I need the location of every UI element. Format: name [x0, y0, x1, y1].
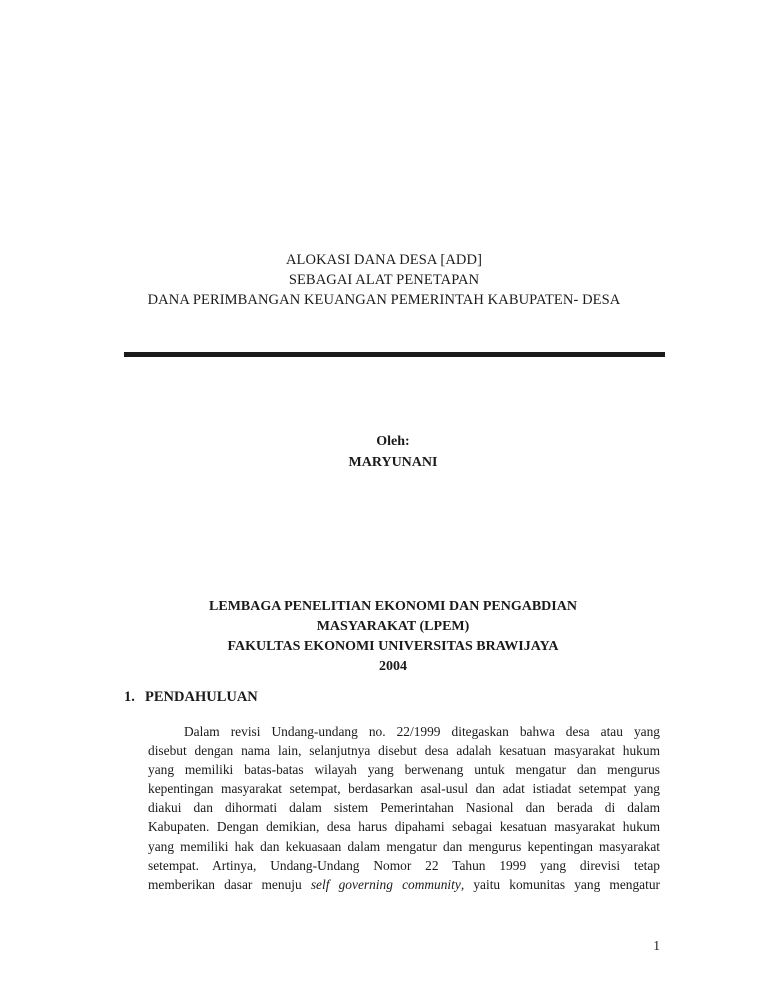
paragraph-line: yang memiliki batas-batas wilayah yang berwenang untuk mengatur dan mengurus — [148, 762, 660, 778]
title-line-2: SEBAGAI ALAT PENETAPAN — [288, 272, 480, 288]
last-line-end: , yaitu komunitas yang mengatur — [460, 876, 661, 892]
last-line-start: memberikan dasar menuju — [148, 876, 311, 892]
page-number: 1 — [653, 938, 660, 953]
paragraph-line: setempat. Artinya, Undang-Undang Nomor 22 Tahun 1999 yang direvisi tetap — [148, 857, 660, 873]
institution-line-2: MASYARAKAT (LPEM) — [316, 619, 470, 634]
institution-block — [0, 597, 768, 677]
by-label: Oleh: — [376, 434, 410, 449]
institution-line-1: LEMBAGA PENELITIAN EKONOMI DAN PENGABDIAN — [209, 599, 577, 614]
title-line-3: DANA PERIMBANGAN KEUANGAN PEMERINTAH KABUPATEN- DESA — [147, 292, 621, 308]
body-paragraph — [148, 722, 660, 894]
document-title — [0, 250, 768, 310]
publication-year: 2004 — [379, 659, 407, 674]
section-heading — [124, 687, 258, 707]
paragraph-line: Kabupaten. Dengan demikian, desa harus dipahami sebagai kesatuan masyarakat hukum — [148, 819, 660, 835]
author-block — [0, 431, 768, 473]
title-divider — [124, 352, 665, 357]
paragraph-line: diakui dan dihormati dalam sistem Pemerintahan Nasional dan berada di dalam — [148, 800, 660, 816]
section-title: PENDAHULUAN — [145, 689, 258, 705]
paragraph-line: yang memiliki hak dan kekuasaan dalam mengatur dan mengurus kepentingan masyarakat — [148, 838, 660, 854]
title-line-1: ALOKASI DANA DESA [ADD] — [285, 252, 483, 268]
paragraph-line: kepentingan masyarakat setempat, berdasarkan asal-usul dan adat istiadat setempat yang — [148, 781, 660, 797]
paragraph-line: Dalam revisi Undang-undang no. 22/1999 ditegaskan bahwa desa atau yang — [184, 724, 660, 739]
paragraph-last-line — [148, 875, 660, 894]
author-name: MARYUNANI — [348, 455, 438, 470]
italic-term: self governing community — [310, 876, 461, 892]
institution-line-3: FAKULTAS EKONOMI UNIVERSITAS BRAWIJAYA — [227, 639, 559, 654]
section-number: 1. — [124, 689, 135, 705]
paragraph-line: disebut dengan nama lain, selanjutnya disebut desa adalah kesatuan masyarakat hukum — [148, 743, 660, 759]
